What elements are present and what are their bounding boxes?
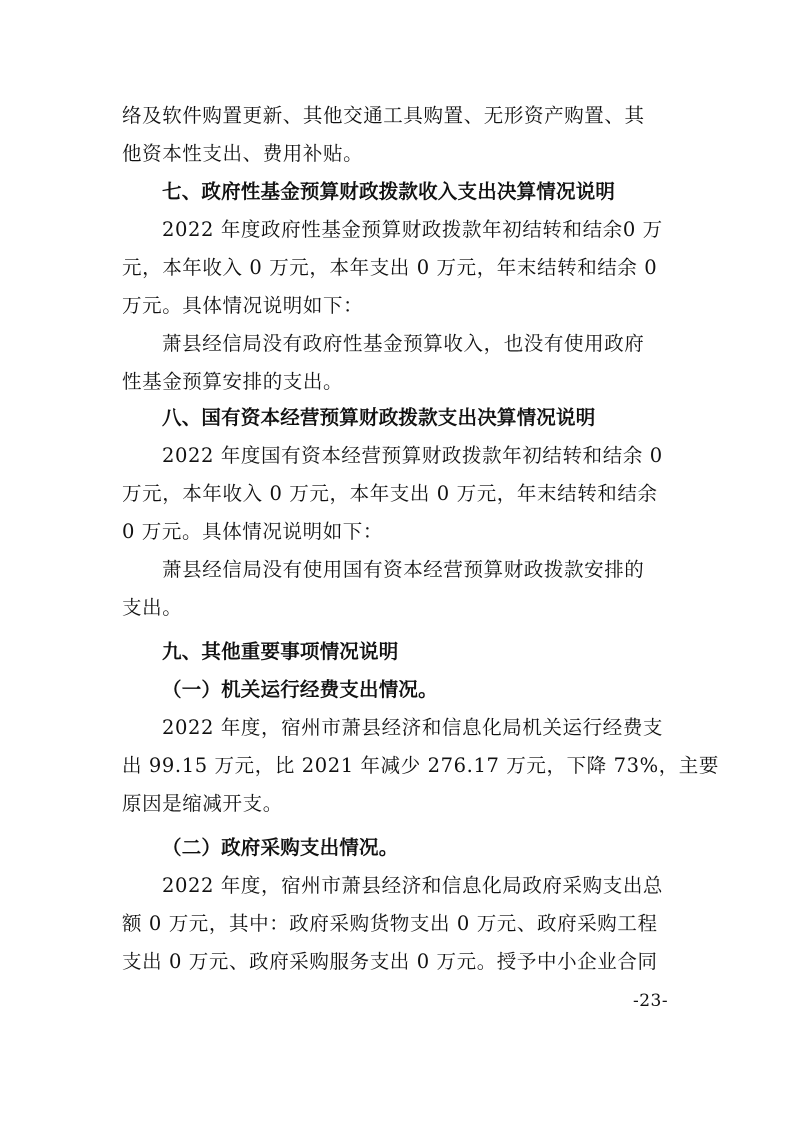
text-line: 萧县经信局没有政府性基金预算收入，也没有使用政府: [162, 332, 645, 355]
text-line: 萧县经信局没有使用国有资本经营预算财政拨款安排的: [162, 558, 645, 581]
section-heading-9: 九、其他重要事项情况说明: [162, 640, 399, 663]
text-line: 性基金预算安排的支出。: [122, 370, 344, 393]
section-heading-7: 七、政府性基金预算财政拨款收入支出决算情况说明: [162, 180, 616, 203]
text-line: 2022 年度国有资本经营预算财政拨款年初结转和结余 0: [162, 444, 663, 467]
subsection-heading-1: （一）机关运行经费支出情况。: [162, 678, 438, 701]
text-line: 元，本年收入 0 万元，本年支出 0 万元，年末结转和结余 0: [122, 256, 658, 279]
text-line: 他资本性支出、费用补贴。: [122, 142, 364, 165]
text-line: 原因是缩减开支。: [122, 792, 283, 815]
text-line: 0 万元。具体情况说明如下：: [122, 520, 384, 543]
text-line: 万元，本年收入 0 万元，本年支出 0 万元，年末结转和结余: [122, 482, 658, 505]
page-number: -23-: [633, 991, 669, 1011]
subsection-heading-2: （二）政府采购支出情况。: [162, 836, 399, 859]
text-line: 额 0 万元，其中：政府采购货物支出 0 万元、政府采购工程: [122, 912, 658, 935]
text-line: 出 99.15 万元，比 2021 年减少 276.17 万元，下降 73%，主要: [122, 754, 720, 777]
text-line: 支出 0 万元、政府采购服务支出 0 万元。授予中小企业合同: [122, 950, 658, 973]
text-line: 支出。: [122, 596, 183, 619]
text-line: 2022 年度政府性基金预算财政拨款年初结转和结余0 万: [162, 218, 663, 241]
text-line: 络及软件购置更新、其他交通工具购置、无形资产购置、其: [122, 104, 645, 127]
text-line: 2022 年度，宿州市萧县经济和信息化局机关运行经费支: [162, 716, 664, 739]
text-line: 万元。具体情况说明如下：: [122, 294, 364, 317]
section-heading-8: 八、国有资本经营预算财政拨款支出决算情况说明: [162, 406, 596, 429]
text-line: 2022 年度，宿州市萧县经济和信息化局政府采购支出总: [162, 874, 664, 897]
